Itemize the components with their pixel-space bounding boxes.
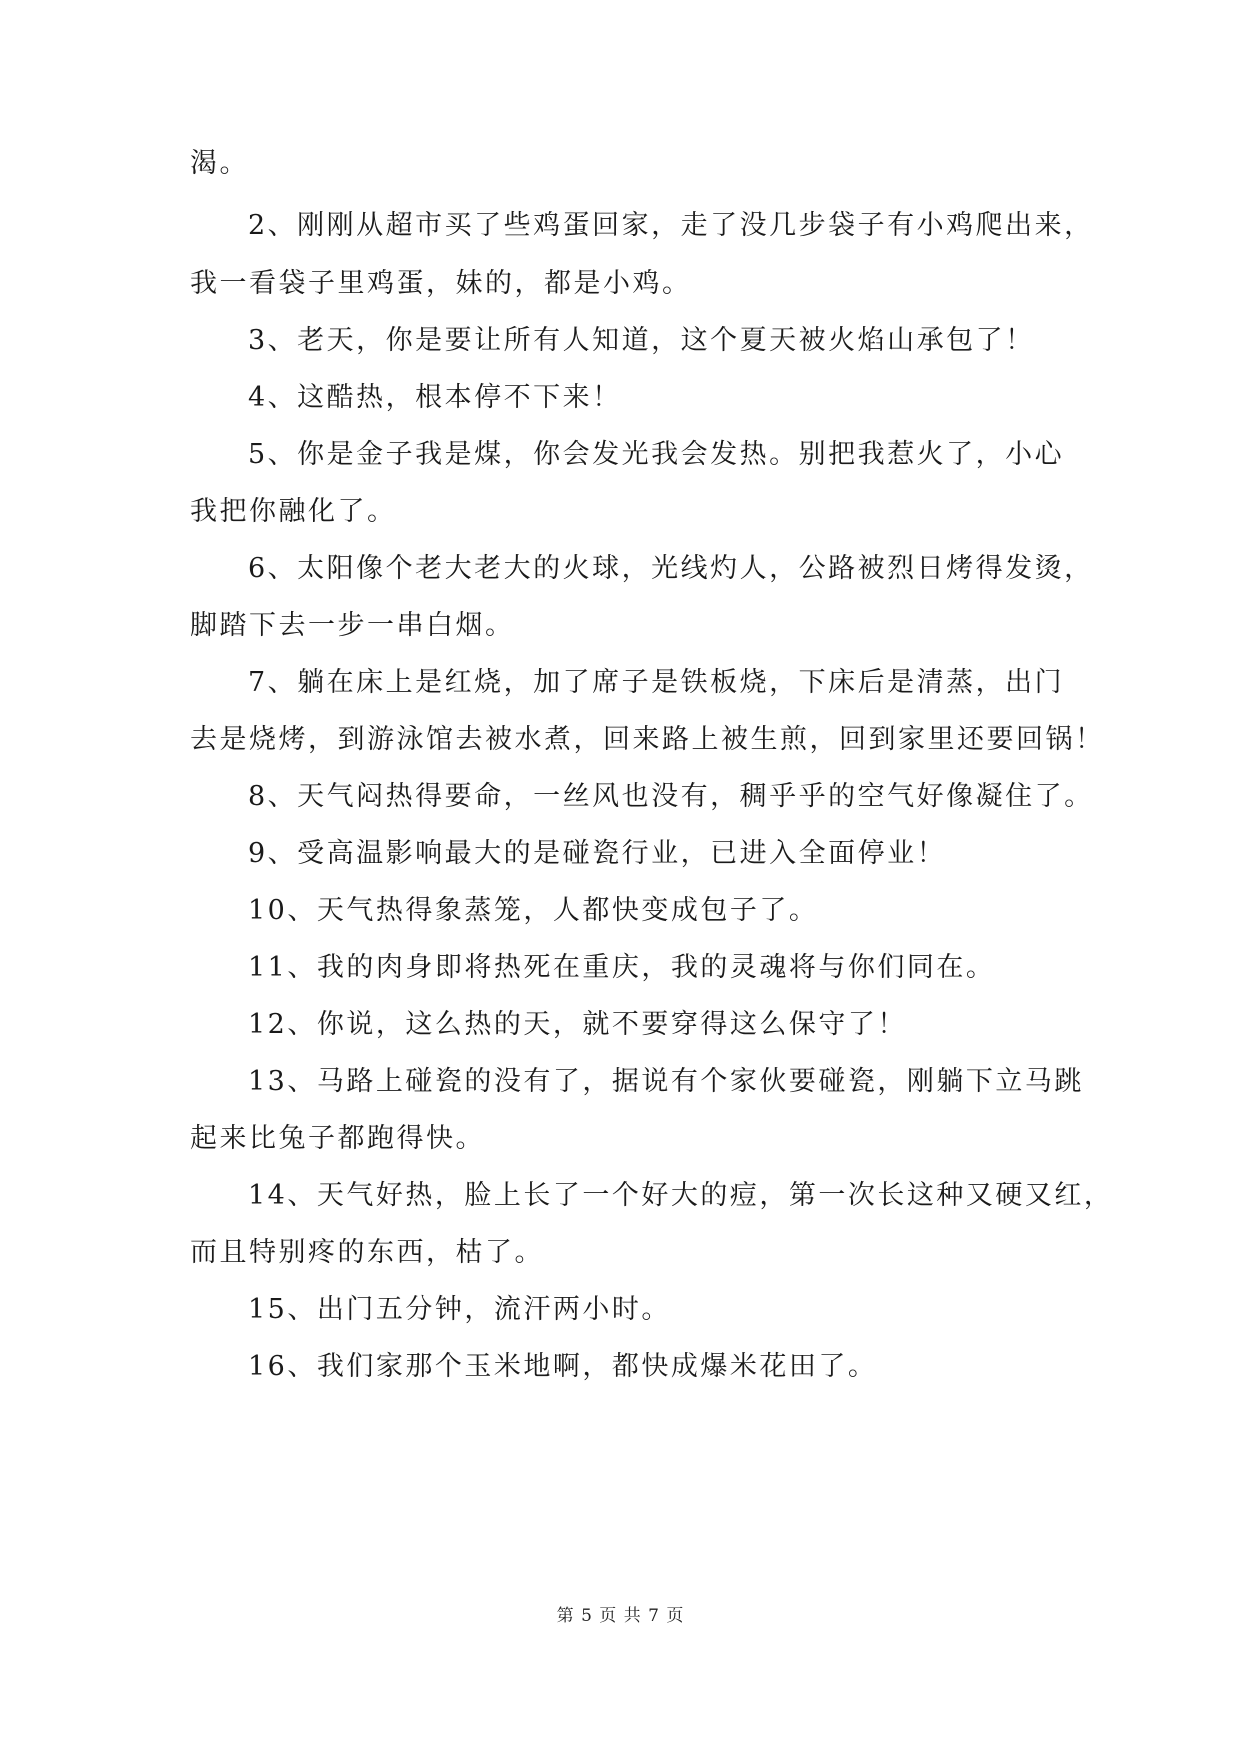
text-line: 4、这酷热，根本停不下来！: [248, 382, 622, 413]
text-line: 我一看袋子里鸡蛋，妹的，都是小鸡。: [190, 268, 692, 299]
text-line: 2、刚刚从超市买了些鸡蛋回家，走了没几步袋子有小鸡爬出来，: [248, 210, 1094, 241]
text-line: 6、太阳像个老大老大的火球，光线灼人，公路被烈日烤得发烫，: [248, 553, 1094, 584]
text-line: 15、出门五分钟，流汗两小时。: [248, 1294, 671, 1325]
text-line: 我把你融化了。: [190, 496, 397, 527]
text-line: 渴。: [190, 148, 249, 179]
text-line: 14、天气好热，脸上长了一个好大的痘，第一次长这种又硬又红，: [248, 1180, 1114, 1211]
text-line: 5、你是金子我是煤，你会发光我会发热。别把我惹火了，小心: [248, 439, 1065, 470]
text-line: 3、老天，你是要让所有人知道，这个夏天被火焰山承包了！: [248, 325, 1035, 356]
text-line: 8、天气闷热得要命，一丝风也没有，稠乎乎的空气好像凝住了。: [248, 781, 1094, 812]
text-line: 7、躺在床上是红烧，加了席子是铁板烧，下床后是清蒸，出门: [248, 667, 1065, 698]
text-line: 13、马路上碰瓷的没有了，据说有个家伙要碰瓷，刚躺下立马跳: [248, 1066, 1084, 1097]
text-line: 起来比兔子都跑得快。: [190, 1123, 485, 1154]
text-line: 10、天气热得象蒸笼，人都快变成包子了。: [248, 895, 819, 926]
text-line: 11、我的肉身即将热死在重庆，我的灵魂将与你们同在。: [248, 952, 996, 983]
text-line: 脚踏下去一步一串白烟。: [190, 610, 515, 641]
page-number-footer: 第 5 页 共 7 页: [556, 1606, 685, 1626]
text-line: 而且特别疼的东西，枯了。: [190, 1237, 544, 1268]
text-line: 去是烧烤，到游泳馆去被水煮，回来路上被生煎，回到家里还要回锅！: [190, 724, 1105, 755]
text-line: 9、受高温影响最大的是碰瓷行业，已进入全面停业！: [248, 838, 947, 869]
text-line: 12、你说，这么热的天，就不要穿得这么保守了！: [248, 1009, 907, 1040]
text-line: 16、我们家那个玉米地啊，都快成爆米花田了。: [248, 1351, 878, 1382]
